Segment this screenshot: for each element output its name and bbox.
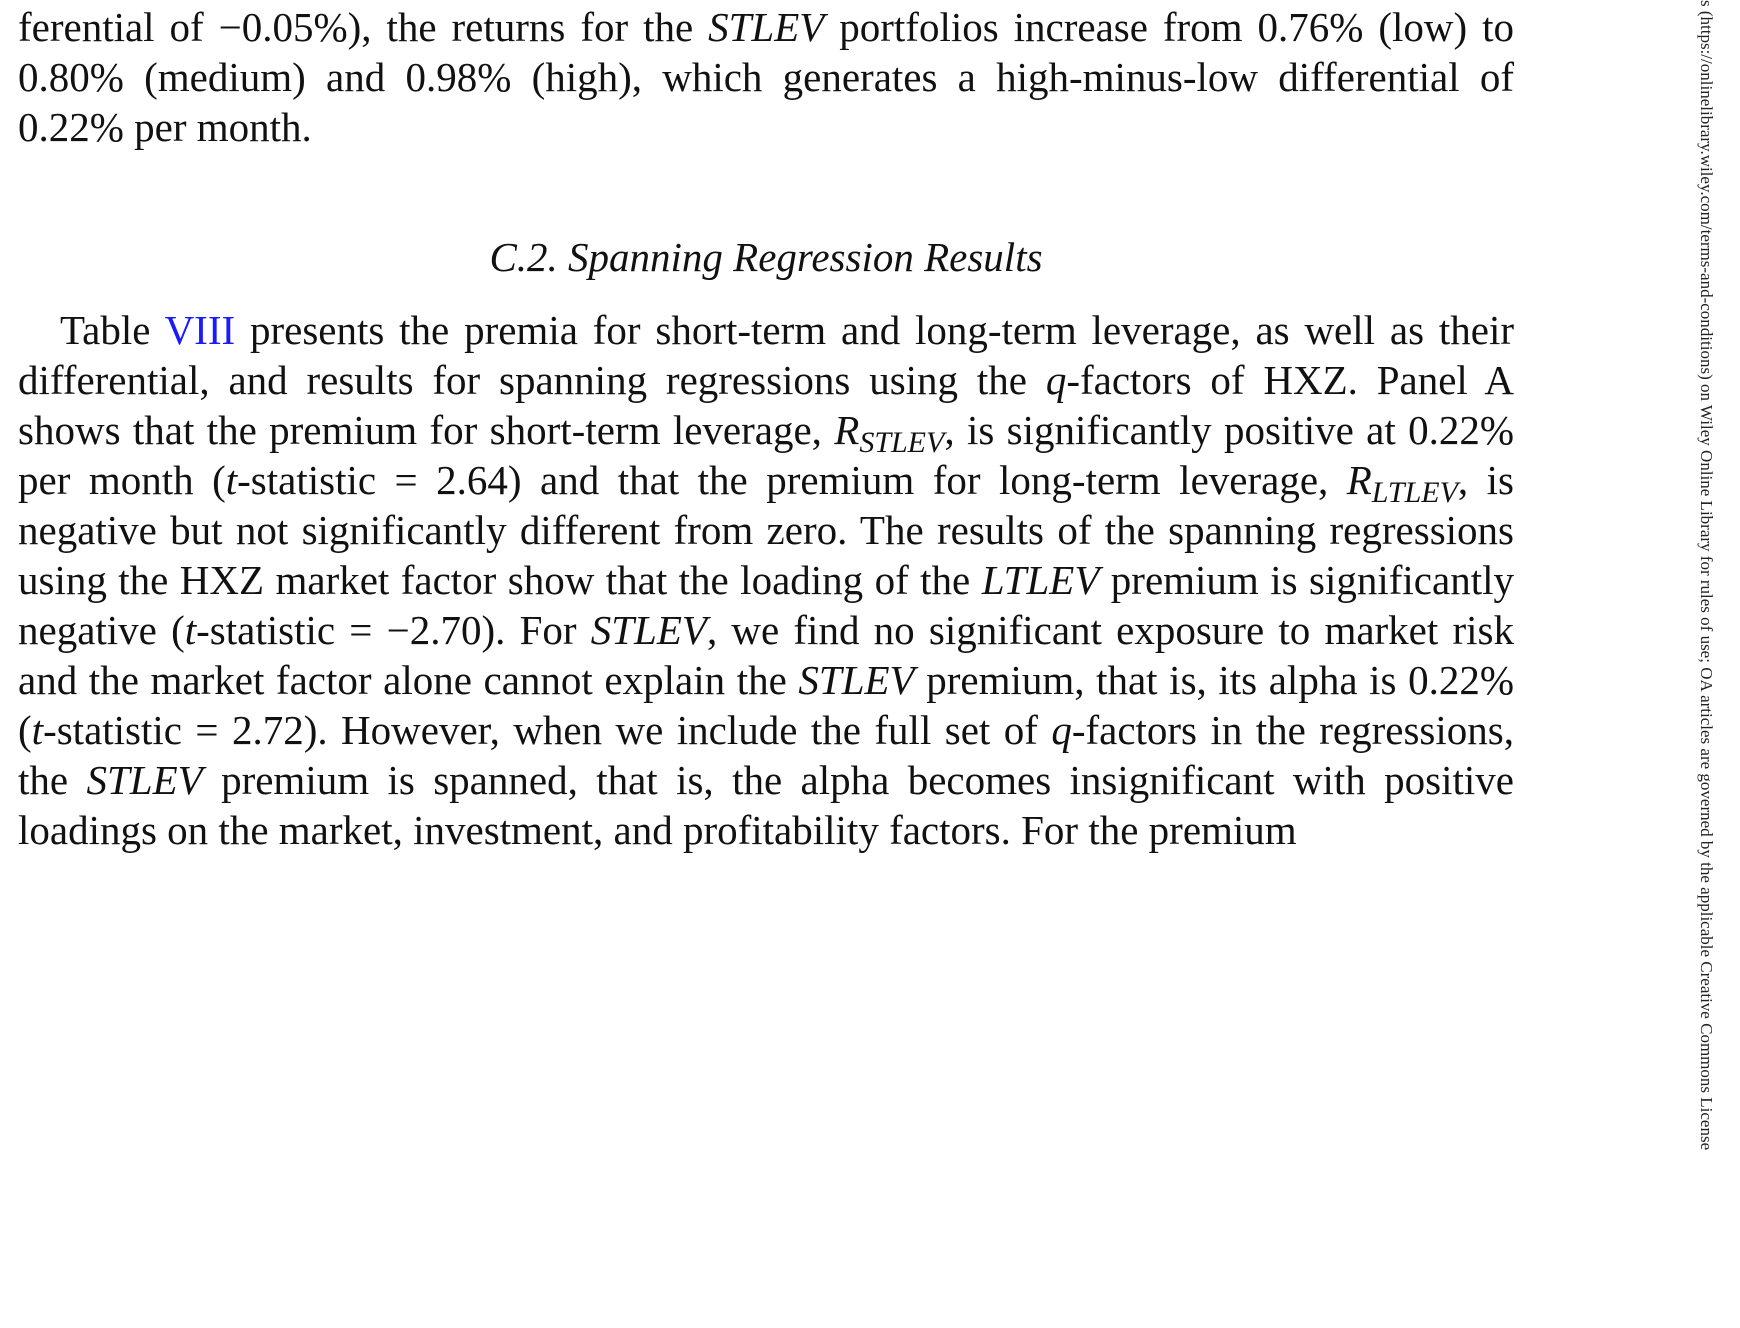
- math-q: q: [1045, 357, 1067, 403]
- text-run: Table: [60, 307, 165, 353]
- text-run: -statistic = 2.72). However, when we include the full set of: [43, 707, 1052, 753]
- text-run: -factors in the regressions, the: [18, 707, 1514, 803]
- text-run: portfolios increase from 0.76% (low) to 0.80% (medium) and 0.98% (high), which generates a high-minus-low differential of 0.22% per month.: [18, 4, 1514, 150]
- math-subscript: STLEV: [859, 426, 945, 459]
- text-run: premium is significantly negative (: [18, 557, 1514, 653]
- paragraph-spanning-results: [18, 305, 1514, 855]
- text-run: , is negative but not significantly different from zero. The results of the spanning regressions using the HXZ market factor show that the loading of the: [18, 457, 1514, 603]
- math-t: t: [184, 607, 197, 653]
- math-stlev: STLEV: [708, 4, 825, 50]
- math-stlev: STLEV: [798, 657, 915, 703]
- text-run: , we find no significant exposure to market risk and the market factor alone cannot explain the: [18, 607, 1514, 703]
- math-ltlev: LTLEV: [981, 557, 1100, 603]
- text-run: premium is spanned, that is, the alpha becomes insignificant with positive loadings on the market, investment, and profitability factors. For the premium: [18, 757, 1514, 853]
- math-t: t: [225, 457, 238, 503]
- text-run: premium, that is, its alpha is 0.22% (: [18, 657, 1514, 753]
- text-run: ferential of −0.05%), the returns for the: [18, 4, 709, 50]
- math-r-ltlev: R: [1346, 457, 1372, 503]
- text-run: presents the premia for short-term and long-term leverage, as well as their differential, and results for spanning regressions using the: [18, 307, 1514, 403]
- text-run: -statistic = 2.64) and that the premium for long-term leverage,: [237, 457, 1347, 503]
- math-q: q: [1051, 707, 1072, 753]
- math-stlev: STLEV: [86, 757, 203, 803]
- text-run: -statistic = −2.70). For: [196, 607, 591, 653]
- table-reference-link[interactable]: VIII: [164, 307, 236, 353]
- paragraph-continued: [18, 2, 1514, 152]
- text-run: -factors of HXZ. Panel A shows that the premium for short-term leverage,: [18, 357, 1514, 453]
- side-license-strip: [1690, 0, 1724, 1328]
- math-t: t: [31, 707, 44, 753]
- section-heading: C.2. Spanning Regression Results: [489, 234, 1043, 280]
- math-subscript: LTLEV: [1371, 476, 1458, 509]
- license-notice: s (https://onlinelibrary.wiley.com/terms-and-conditions) on Wiley Online Library for rules of use; OA articles are governed by the applicable Creative Commons License: [1697, 0, 1716, 1151]
- math-stlev: STLEV: [590, 607, 707, 653]
- text-run: , is significantly positive at 0.22% per month (: [18, 407, 1514, 503]
- math-r-stlev: R: [834, 407, 860, 453]
